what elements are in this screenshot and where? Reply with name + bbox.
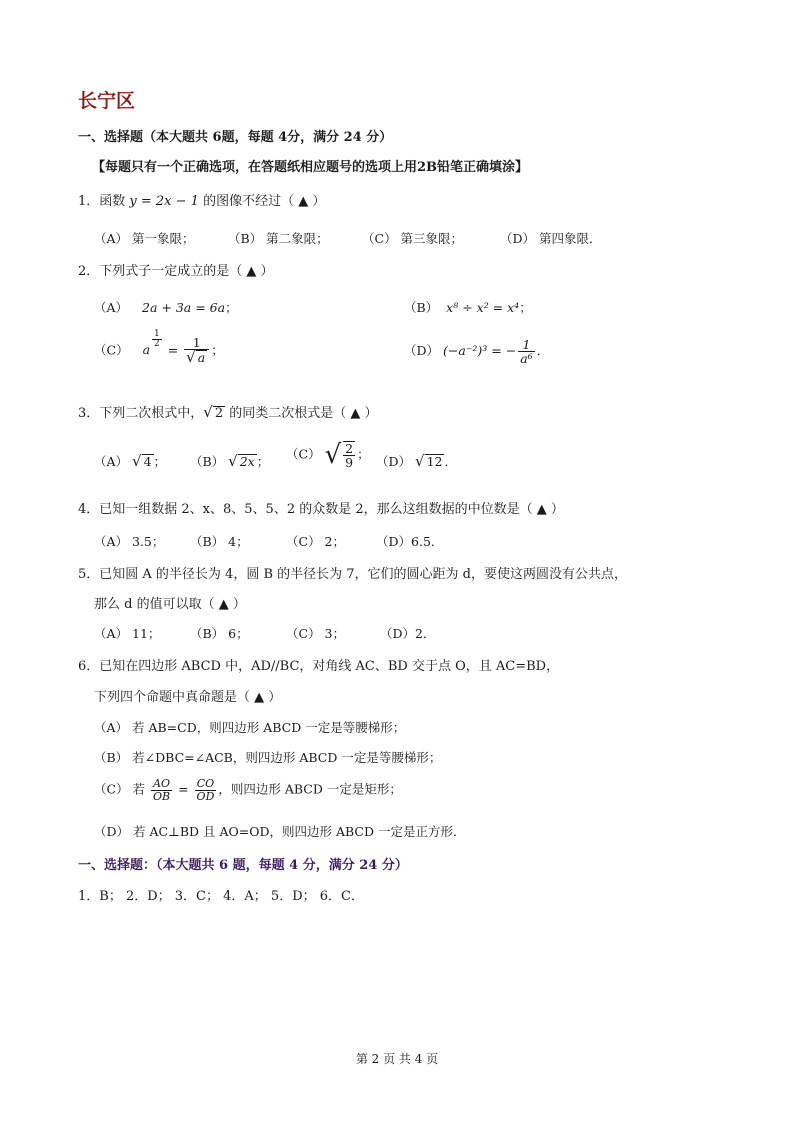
q2-d-lhs: (−a⁻²)³ = − [443, 343, 517, 359]
q2-a-end: ； [225, 300, 238, 315]
q6-option-b: （B） 若∠DBC=∠ACB，则四边形 ABCD 一定是等腰梯形； [94, 750, 442, 765]
q3-stem-post: 的同类二次根式是（ ▲ ） [225, 406, 378, 421]
q2-b-math: x⁸ ÷ x² = x⁴ [446, 300, 520, 315]
section-instruction: 【每题只有一个正确选项，在答题纸相应题号的选项上用2B铅笔正确填涂】 [92, 160, 529, 175]
question-6-line-1: 6．已知在四边形 ABCD 中，AD//BC，对角线 AC、BD 交于点 O，且 AC=BD， [78, 659, 560, 674]
question-5-line-1: 5．已知圆 A 的半径长为 4，圆 B 的半径长为 7，它们的圆心距为 d，要使这两圆没有公共点， [78, 567, 628, 582]
q6-c-fraction-1: $\frac{AO}{OB}$ [153, 777, 171, 803]
q3-d-radicand: 12 [426, 454, 443, 469]
question-3 [78, 402, 378, 421]
q2-d-label: （D） [404, 343, 440, 359]
q2-d-fraction: $\frac{1}{\text{a⁶}}$ [520, 337, 533, 367]
answers-heading: 一、选择题：（本大题共 6 题，每题 4 分，满分 24 分） [78, 858, 408, 873]
question-4: 4．已知一组数据 2、x、8、5、5、2 的众数是 2，那么这组数据的中位数是（ ▲ ） [78, 502, 564, 517]
q1-stem-pre: 1．函数 [78, 194, 130, 209]
q2-c-exponent: $\frac{1}{2}$ [154, 329, 160, 350]
q3-c-radical: √ [324, 440, 342, 470]
q2-d-end: ． [536, 343, 550, 359]
q4-option-c: （C） 2； [286, 534, 345, 549]
q2-c-eq: = [163, 342, 183, 358]
q5-option-c: （C） 3； [286, 626, 345, 641]
q1-option-a: （A） 第一象限； [94, 231, 195, 246]
answers-line: 1．B； 2．D； 3．C； 4．A； 5．D； 6．C． [78, 889, 364, 904]
q2-option-a [94, 298, 238, 316]
section-heading: 一、选择题（本大题共 6题，每题 4分，满分 24 分） [78, 130, 393, 145]
q6-c-post: ，则四边形 ABCD 一定是矩形； [218, 781, 402, 797]
q3-b-radical: √ [228, 452, 238, 470]
q3-option-a [94, 452, 166, 470]
question-6-line-2: 下列四个命题中真命题是（ ▲ ） [94, 690, 282, 705]
q3-c-end: ； [357, 446, 370, 462]
q3-option-d [376, 452, 457, 470]
question-2: 2．下列式子一定成立的是（ ▲ ） [78, 264, 274, 279]
q1-option-b: （B） 第二象限； [228, 231, 329, 246]
q2-b-label: （B） [404, 300, 439, 315]
q3-a-label: （A） [94, 454, 129, 469]
q3-stem-radical: √ [203, 403, 213, 421]
q2-c-fraction: $\frac{1}{√ a}$ [184, 336, 209, 366]
q6-c-eq: = [174, 781, 193, 797]
q2-c-label: （C） [94, 342, 129, 358]
q3-c-label: （C） [286, 446, 321, 462]
q4-option-b: （B） 4； [190, 534, 249, 549]
q2-option-d [404, 338, 549, 365]
q1-option-d: （D） 第四象限． [500, 231, 602, 246]
q2-c-end: ； [211, 342, 224, 358]
q3-option-b [190, 452, 269, 470]
q3-option-c [286, 440, 370, 470]
q2-a-label: （A） [94, 300, 129, 315]
q1-math: y = 2x − 1 [129, 194, 199, 209]
question-5-line-2: 那么 d 的值可以取（ ▲ ） [94, 597, 246, 612]
q4-option-d: （D）6.5． [376, 534, 444, 549]
q3-stem-pre: 3．下列二次根式中， [78, 406, 204, 421]
q5-option-d: （D）2． [380, 626, 436, 641]
q4-option-a: （A） 3.5； [94, 534, 165, 549]
q3-stem-radicand: 2 [214, 406, 224, 421]
q6-c-pre: （C） 若 [94, 781, 150, 797]
q6-c-fraction-2: $\frac{CO}{OD}$ [196, 777, 215, 803]
q1-stem-post: 的图像不经过（ ▲ ） [198, 194, 326, 209]
page-footer: 第 2 页 共 4 页 [355, 1052, 439, 1066]
region-title: 长宁区 [78, 90, 136, 112]
q3-d-end: ． [444, 454, 457, 469]
q2-c-base: a [142, 342, 151, 358]
q3-a-radicand: 4 [143, 454, 152, 469]
q1-option-c: （C） 第三象限； [362, 231, 464, 246]
q2-a-math: 2a + 3a = 6a [142, 300, 226, 315]
q3-b-end: ； [256, 454, 270, 469]
q2-option-c [94, 329, 224, 367]
q3-a-radical: √ [132, 452, 142, 470]
q2-b-end: ； [519, 300, 532, 315]
q6-option-a: （A） 若 AB=CD，则四边形 ABCD 一定是等腰梯形； [94, 720, 406, 735]
q6-option-d: （D） 若 AC⊥BD 且 AO=OD，则四边形 ABCD 一定是正方形． [94, 824, 466, 839]
q3-d-radical: √ [415, 452, 425, 470]
q2-option-b [404, 298, 532, 316]
q3-d-label: （D） [376, 454, 412, 469]
q3-a-end: ； [153, 454, 167, 469]
q3-b-label: （B） [190, 454, 225, 469]
q6-option-c [94, 778, 402, 802]
question-1 [78, 190, 325, 209]
q5-option-a: （A） 11； [94, 626, 161, 641]
q3-c-fraction: $\frac{2}{9}$ [345, 440, 354, 470]
q3-b-radicand: 2x [239, 454, 255, 469]
q5-option-b: （B） 6； [190, 626, 249, 641]
